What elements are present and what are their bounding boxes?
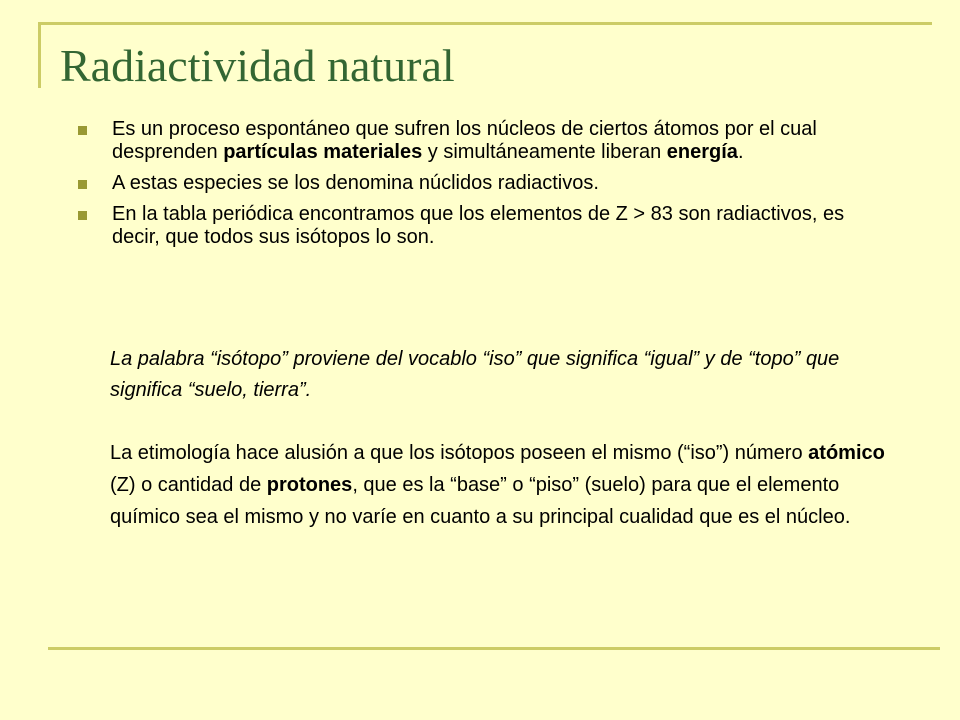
square-bullet-icon	[78, 126, 87, 135]
bullet-text: Es un proceso espontáneo que sufren los núcleos de ciertos átomos por el cual desprenden partículas materiales y simultáneamente liberan energía.	[112, 118, 817, 163]
bullet-item	[78, 203, 878, 249]
bold-term: partículas materiales	[223, 141, 423, 163]
bullet-text: En la tabla periódica encontramos que los elementos de Z > 83 son radiactivos, es decir, que todos sus isótopos lo son.	[112, 203, 845, 248]
bullet-item	[78, 172, 878, 195]
explanation-note: La etimología hace alusión a que los isótopos poseen el mismo (“iso”) número atómico (Z) o cantidad de protones, que es la “base” o “piso” (suelo) para que el elemento químico sea el mismo y no varíe en cuanto a su principal cualidad que es el núcleo.	[110, 442, 885, 528]
bullet-list	[78, 118, 878, 257]
top-rule	[40, 22, 932, 25]
square-bullet-icon	[78, 180, 87, 189]
etymology-note: La palabra “isótopo” proviene del vocablo “iso” que significa “igual” y de “topo” que significa “suelo, tierra”.	[110, 348, 840, 401]
left-rule	[38, 22, 41, 88]
bold-term: protones	[266, 474, 353, 496]
bold-term: atómico	[808, 442, 885, 464]
square-bullet-icon	[78, 211, 87, 220]
bold-term: energía	[666, 141, 738, 163]
bottom-rule	[48, 647, 940, 650]
slide-title: Radiactividad natural	[60, 40, 455, 91]
bullet-text: A estas especies se los denomina núclidos radiactivos.	[112, 172, 599, 194]
bullet-item	[78, 118, 878, 164]
